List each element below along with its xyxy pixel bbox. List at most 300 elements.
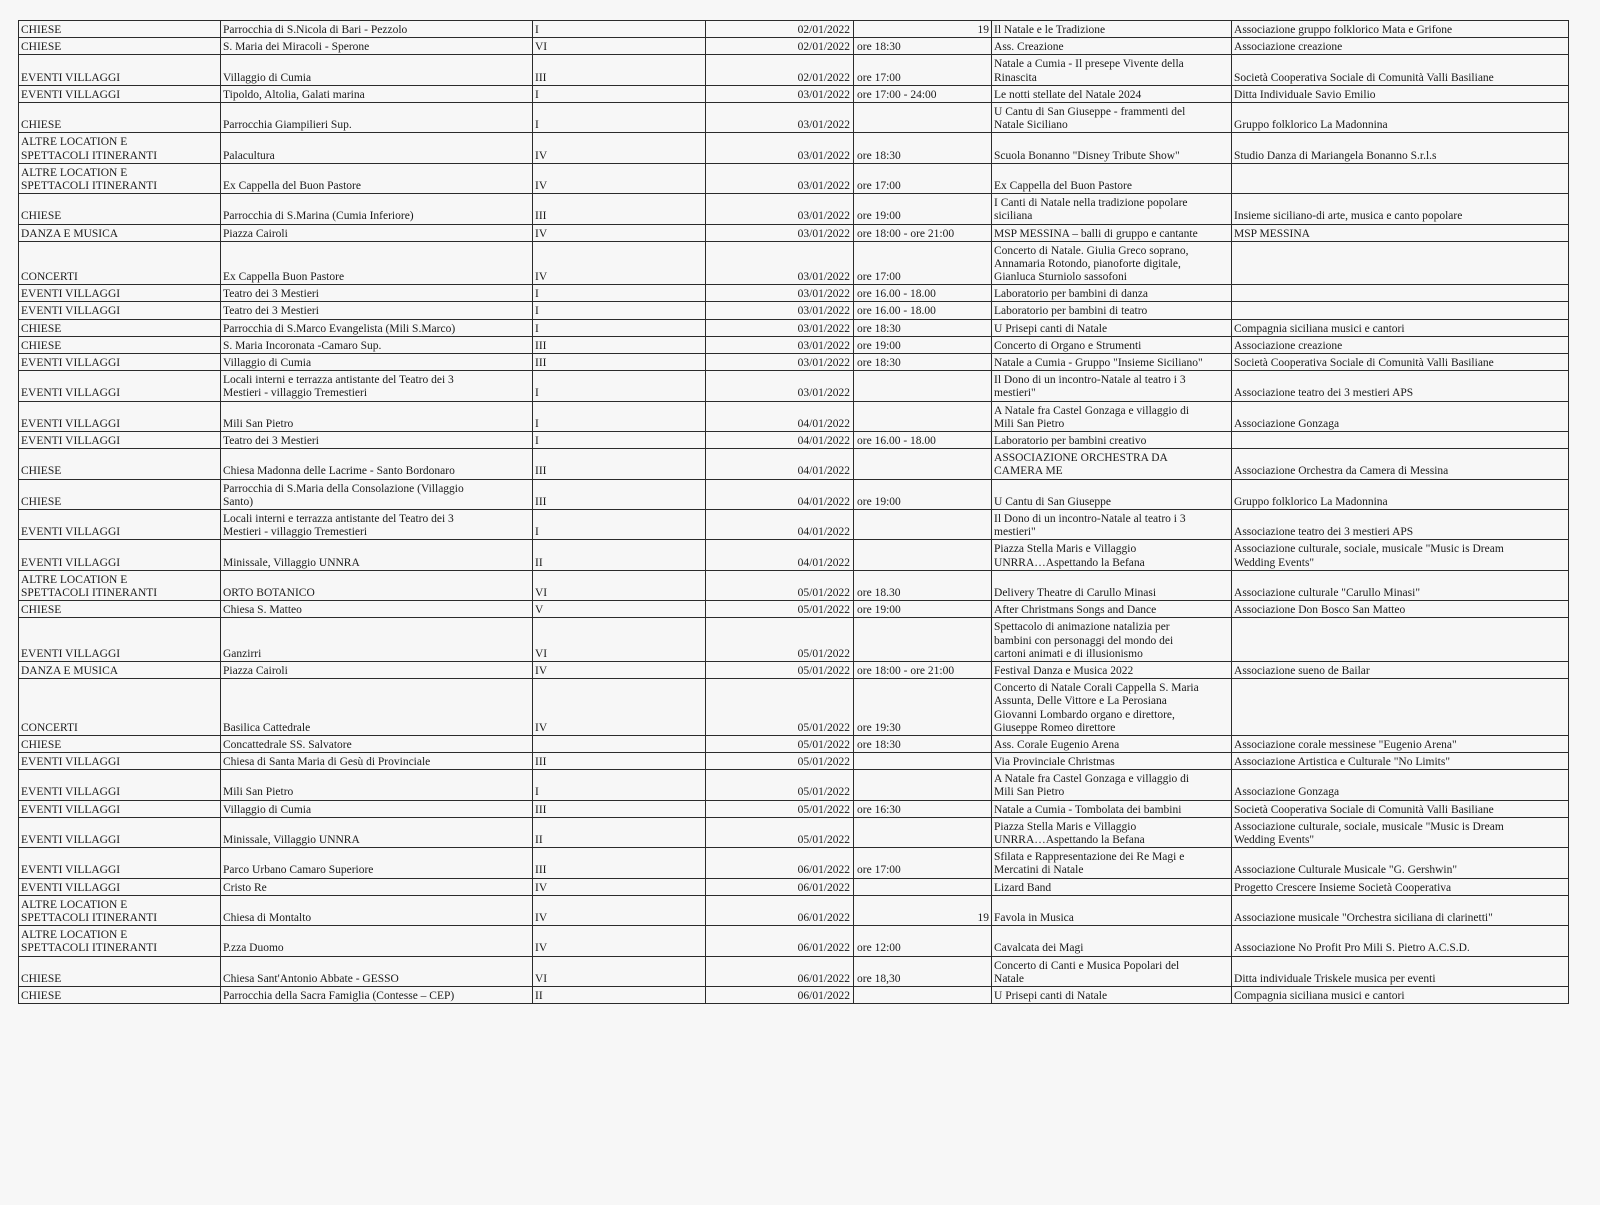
organizer-cell: Compagnia siciliana musici e cantori: [1232, 319, 1569, 336]
event-title-cell: Cavalcata dei Magi: [992, 926, 1232, 956]
district-cell: III: [533, 449, 706, 479]
location-cell: Chiesa Madonna delle Lacrime - Santo Bordonaro: [221, 449, 533, 479]
table-row: [19, 735, 1569, 752]
date-cell: 03/01/2022: [706, 85, 854, 102]
category-cell: CONCERTI: [19, 241, 221, 285]
table-row: [19, 55, 1569, 85]
district-cell: IV: [533, 224, 706, 241]
district-cell: II: [533, 817, 706, 847]
event-title-cell: Lizard Band: [992, 878, 1232, 895]
district-cell: I: [533, 432, 706, 449]
event-title-cell: Piazza Stella Maris e Villaggio UNRRA…Aspettando la Befana: [992, 817, 1232, 847]
organizer-cell: Associazione Culturale Musicale "G. Gershwin": [1232, 848, 1569, 878]
organizer-cell: Studio Danza di Mariangela Bonanno S.r.l.s: [1232, 133, 1569, 163]
date-cell: 06/01/2022: [706, 895, 854, 925]
event-title-cell: Il Dono di un incontro-Natale al teatro i 3 mestieri": [992, 371, 1232, 401]
date-cell: 03/01/2022: [706, 241, 854, 285]
organizer-cell: Insieme siciliano-di arte, musica e canto popolare: [1232, 194, 1569, 224]
organizer-cell: [1232, 618, 1569, 662]
time-cell: [854, 770, 992, 800]
date-cell: 04/01/2022: [706, 509, 854, 539]
event-title-cell: Ex Cappella del Buon Pastore: [992, 163, 1232, 193]
location-cell: Parco Urbano Camaro Superiore: [221, 848, 533, 878]
event-title-cell: Piazza Stella Maris e Villaggio UNRRA…Aspettando la Befana: [992, 540, 1232, 570]
event-title-cell: U Prisepi canti di Natale: [992, 987, 1232, 1004]
table-row: [19, 618, 1569, 662]
category-cell: EVENTI VILLAGGI: [19, 509, 221, 539]
event-title-cell: Favola in Musica: [992, 895, 1232, 925]
location-cell: Villaggio di Cumia: [221, 55, 533, 85]
date-cell: 02/01/2022: [706, 38, 854, 55]
date-cell: 04/01/2022: [706, 449, 854, 479]
time-cell: [854, 817, 992, 847]
table-row: [19, 336, 1569, 353]
event-title-cell: Laboratorio per bambini creativo: [992, 432, 1232, 449]
location-cell: ORTO BOTANICO: [221, 570, 533, 600]
event-title-cell: I Canti di Natale nella tradizione popolare siciliana: [992, 194, 1232, 224]
time-cell: ore 19:30: [854, 679, 992, 736]
event-title-cell: Ass. Creazione: [992, 38, 1232, 55]
location-cell: Piazza Cairoli: [221, 224, 533, 241]
category-cell: EVENTI VILLAGGI: [19, 800, 221, 817]
location-cell: Chiesa Sant'Antonio Abbate - GESSO: [221, 956, 533, 986]
time-cell: ore 17:00: [854, 55, 992, 85]
event-title-cell: Concerto di Organo e Strumenti: [992, 336, 1232, 353]
organizer-cell: MSP MESSINA: [1232, 224, 1569, 241]
date-cell: 04/01/2022: [706, 432, 854, 449]
time-cell: [854, 987, 992, 1004]
organizer-cell: Associazione Artistica e Culturale "No Limits": [1232, 753, 1569, 770]
table-row: [19, 878, 1569, 895]
date-cell: 02/01/2022: [706, 21, 854, 38]
date-cell: 03/01/2022: [706, 336, 854, 353]
table-row: [19, 817, 1569, 847]
district-cell: IV: [533, 661, 706, 678]
table-row: [19, 926, 1569, 956]
time-cell: ore 18:30: [854, 133, 992, 163]
organizer-cell: Associazione Gonzaga: [1232, 401, 1569, 431]
category-cell: CHIESE: [19, 601, 221, 618]
category-cell: CONCERTI: [19, 679, 221, 736]
event-title-cell: Delivery Theatre di Carullo Minasi: [992, 570, 1232, 600]
table-row: [19, 601, 1569, 618]
table-row: [19, 661, 1569, 678]
organizer-cell: Gruppo folklorico La Madonnina: [1232, 479, 1569, 509]
district-cell: I: [533, 102, 706, 132]
date-cell: 05/01/2022: [706, 735, 854, 752]
district-cell: IV: [533, 679, 706, 736]
time-cell: [854, 401, 992, 431]
district-cell: V: [533, 601, 706, 618]
category-cell: EVENTI VILLAGGI: [19, 401, 221, 431]
table-row: [19, 432, 1569, 449]
district-cell: III: [533, 194, 706, 224]
category-cell: ALTRE LOCATION E SPETTACOLI ITINERANTI: [19, 895, 221, 925]
category-cell: EVENTI VILLAGGI: [19, 85, 221, 102]
location-cell: Parrocchia di S.Maria della Consolazione (Villaggio Santo): [221, 479, 533, 509]
district-cell: III: [533, 848, 706, 878]
table-row: [19, 956, 1569, 986]
table-row: [19, 224, 1569, 241]
district-cell: I: [533, 371, 706, 401]
time-cell: ore 18:00 - ore 21:00: [854, 661, 992, 678]
event-title-cell: Natale a Cumia - Tombolata dei bambini: [992, 800, 1232, 817]
category-cell: CHIESE: [19, 21, 221, 38]
category-cell: DANZA E MUSICA: [19, 224, 221, 241]
time-cell: ore 17:00 - 24:00: [854, 85, 992, 102]
time-cell: ore 19:00: [854, 479, 992, 509]
table-row: [19, 401, 1569, 431]
time-cell: 19: [854, 21, 992, 38]
location-cell: Ex Cappella del Buon Pastore: [221, 163, 533, 193]
category-cell: CHIESE: [19, 449, 221, 479]
date-cell: 03/01/2022: [706, 163, 854, 193]
district-cell: VI: [533, 570, 706, 600]
organizer-cell: Associazione gruppo folklorico Mata e Grifone: [1232, 21, 1569, 38]
events-table: [18, 20, 1569, 1004]
location-cell: Locali interni e terrazza antistante del Teatro dei 3 Mestieri - villaggio Tremestieri: [221, 509, 533, 539]
event-title-cell: Natale a Cumia - Gruppo "Insieme Siciliano": [992, 354, 1232, 371]
category-cell: EVENTI VILLAGGI: [19, 285, 221, 302]
date-cell: 03/01/2022: [706, 224, 854, 241]
event-title-cell: A Natale fra Castel Gonzaga e villaggio di Mili San Pietro: [992, 401, 1232, 431]
location-cell: Teatro dei 3 Mestieri: [221, 432, 533, 449]
event-title-cell: Natale a Cumia - Il presepe Vivente della Rinascita: [992, 55, 1232, 85]
location-cell: Ganzirri: [221, 618, 533, 662]
event-title-cell: Il Natale e le Tradizione: [992, 21, 1232, 38]
district-cell: I: [533, 319, 706, 336]
category-cell: ALTRE LOCATION E SPETTACOLI ITINERANTI: [19, 926, 221, 956]
event-title-cell: Concerto di Natale. Giulia Greco soprano, Annamaria Rotondo, pianoforte digitale, Gianluca Sturniolo sassofoni: [992, 241, 1232, 285]
location-cell: S. Maria Incoronata -Camaro Sup.: [221, 336, 533, 353]
location-cell: Parrocchia di S.Marco Evangelista (Mili S.Marco): [221, 319, 533, 336]
location-cell: Parrocchia di S.Marina (Cumia Inferiore): [221, 194, 533, 224]
location-cell: Teatro dei 3 Mestieri: [221, 285, 533, 302]
category-cell: EVENTI VILLAGGI: [19, 878, 221, 895]
table-row: [19, 163, 1569, 193]
district-cell: VI: [533, 618, 706, 662]
time-cell: [854, 509, 992, 539]
district-cell: II: [533, 987, 706, 1004]
location-cell: Minissale, Villaggio UNNRA: [221, 817, 533, 847]
organizer-cell: Ditta individuale Triskele musica per eventi: [1232, 956, 1569, 986]
time-cell: ore 16:30: [854, 800, 992, 817]
location-cell: Parrocchia di S.Nicola di Bari - Pezzolo: [221, 21, 533, 38]
time-cell: ore 18.30: [854, 570, 992, 600]
event-title-cell: A Natale fra Castel Gonzaga e villaggio di Mili San Pietro: [992, 770, 1232, 800]
table-row: [19, 21, 1569, 38]
category-cell: EVENTI VILLAGGI: [19, 55, 221, 85]
table-row: [19, 371, 1569, 401]
district-cell: VI: [533, 956, 706, 986]
category-cell: CHIESE: [19, 336, 221, 353]
district-cell: III: [533, 753, 706, 770]
date-cell: 03/01/2022: [706, 102, 854, 132]
category-cell: CHIESE: [19, 479, 221, 509]
time-cell: [854, 753, 992, 770]
location-cell: Chiesa di Montalto: [221, 895, 533, 925]
organizer-cell: Associazione creazione: [1232, 38, 1569, 55]
organizer-cell: Gruppo folklorico La Madonnina: [1232, 102, 1569, 132]
location-cell: Ex Cappella Buon Pastore: [221, 241, 533, 285]
table-row: [19, 479, 1569, 509]
table-row: [19, 38, 1569, 55]
time-cell: ore 18:00 - ore 21:00: [854, 224, 992, 241]
district-cell: IV: [533, 163, 706, 193]
district-cell: III: [533, 354, 706, 371]
category-cell: EVENTI VILLAGGI: [19, 753, 221, 770]
event-title-cell: Festival Danza e Musica 2022: [992, 661, 1232, 678]
district-cell: IV: [533, 133, 706, 163]
event-title-cell: ASSOCIAZIONE ORCHESTRA DA CAMERA ME: [992, 449, 1232, 479]
time-cell: [854, 102, 992, 132]
category-cell: EVENTI VILLAGGI: [19, 371, 221, 401]
district-cell: I: [533, 85, 706, 102]
location-cell: Teatro dei 3 Mestieri: [221, 302, 533, 319]
date-cell: 05/01/2022: [706, 601, 854, 618]
time-cell: [854, 618, 992, 662]
time-cell: ore 18:30: [854, 735, 992, 752]
organizer-cell: [1232, 285, 1569, 302]
time-cell: ore 16.00 - 18.00: [854, 285, 992, 302]
district-cell: III: [533, 479, 706, 509]
location-cell: S. Maria dei Miracoli - Sperone: [221, 38, 533, 55]
district-cell: IV: [533, 241, 706, 285]
table-row: [19, 285, 1569, 302]
events-sheet: [18, 20, 1568, 1004]
district-cell: I: [533, 770, 706, 800]
district-cell: IV: [533, 926, 706, 956]
category-cell: CHIESE: [19, 735, 221, 752]
date-cell: 03/01/2022: [706, 285, 854, 302]
date-cell: 04/01/2022: [706, 540, 854, 570]
organizer-cell: [1232, 302, 1569, 319]
event-title-cell: Via Provinciale Christmas: [992, 753, 1232, 770]
district-cell: VI: [533, 38, 706, 55]
date-cell: 06/01/2022: [706, 878, 854, 895]
organizer-cell: Associazione musicale "Orchestra siciliana di clarinetti": [1232, 895, 1569, 925]
category-cell: CHIESE: [19, 319, 221, 336]
category-cell: ALTRE LOCATION E SPETTACOLI ITINERANTI: [19, 570, 221, 600]
table-row: [19, 102, 1569, 132]
table-row: [19, 987, 1569, 1004]
organizer-cell: Associazione creazione: [1232, 336, 1569, 353]
event-title-cell: U Cantu di San Giuseppe - frammenti del Natale Siciliano: [992, 102, 1232, 132]
time-cell: [854, 878, 992, 895]
location-cell: Chiesa di Santa Maria di Gesù di Provinciale: [221, 753, 533, 770]
district-cell: [533, 735, 706, 752]
event-title-cell: Ass. Corale Eugenio Arena: [992, 735, 1232, 752]
date-cell: 05/01/2022: [706, 618, 854, 662]
district-cell: I: [533, 401, 706, 431]
category-cell: CHIESE: [19, 956, 221, 986]
district-cell: IV: [533, 878, 706, 895]
date-cell: 05/01/2022: [706, 753, 854, 770]
location-cell: Villaggio di Cumia: [221, 800, 533, 817]
time-cell: ore 17:00: [854, 241, 992, 285]
table-row: [19, 800, 1569, 817]
date-cell: 03/01/2022: [706, 319, 854, 336]
date-cell: 06/01/2022: [706, 987, 854, 1004]
event-title-cell: Spettacolo di animazione natalizia per bambini con personaggi del mondo dei cartoni animati e di illusionismo: [992, 618, 1232, 662]
table-row: [19, 570, 1569, 600]
organizer-cell: Associazione No Profit Pro Mili S. Pietro A.C.S.D.: [1232, 926, 1569, 956]
district-cell: I: [533, 21, 706, 38]
time-cell: [854, 371, 992, 401]
category-cell: EVENTI VILLAGGI: [19, 618, 221, 662]
organizer-cell: Società Cooperativa Sociale di Comunità Valli Basiliane: [1232, 55, 1569, 85]
category-cell: CHIESE: [19, 102, 221, 132]
event-title-cell: After Christmans Songs and Dance: [992, 601, 1232, 618]
date-cell: 05/01/2022: [706, 800, 854, 817]
district-cell: III: [533, 800, 706, 817]
date-cell: 03/01/2022: [706, 302, 854, 319]
time-cell: ore 17:00: [854, 163, 992, 193]
table-row: [19, 133, 1569, 163]
organizer-cell: Associazione Gonzaga: [1232, 770, 1569, 800]
organizer-cell: Associazione culturale, sociale, musicale "Music is Dream Wedding Events": [1232, 817, 1569, 847]
category-cell: EVENTI VILLAGGI: [19, 354, 221, 371]
location-cell: P.zza Duomo: [221, 926, 533, 956]
table-row: [19, 194, 1569, 224]
district-cell: III: [533, 336, 706, 353]
date-cell: 05/01/2022: [706, 679, 854, 736]
category-cell: DANZA E MUSICA: [19, 661, 221, 678]
event-title-cell: Concerto di Canti e Musica Popolari del Natale: [992, 956, 1232, 986]
organizer-cell: [1232, 679, 1569, 736]
table-row: [19, 302, 1569, 319]
category-cell: EVENTI VILLAGGI: [19, 770, 221, 800]
organizer-cell: [1232, 163, 1569, 193]
time-cell: ore 16.00 - 18.00: [854, 432, 992, 449]
date-cell: 04/01/2022: [706, 479, 854, 509]
location-cell: Parrocchia Giampilieri Sup.: [221, 102, 533, 132]
table-row: [19, 449, 1569, 479]
event-title-cell: Laboratorio per bambini di teatro: [992, 302, 1232, 319]
event-title-cell: U Prisepi canti di Natale: [992, 319, 1232, 336]
organizer-cell: Società Cooperativa Sociale di Comunità Valli Basiliane: [1232, 354, 1569, 371]
district-cell: III: [533, 55, 706, 85]
organizer-cell: Associazione sueno de Bailar: [1232, 661, 1569, 678]
location-cell: Tipoldo, Altolia, Galati marina: [221, 85, 533, 102]
table-row: [19, 848, 1569, 878]
date-cell: 05/01/2022: [706, 570, 854, 600]
time-cell: ore 19:00: [854, 194, 992, 224]
organizer-cell: Compagnia siciliana musici e cantori: [1232, 987, 1569, 1004]
date-cell: 05/01/2022: [706, 770, 854, 800]
table-row: [19, 354, 1569, 371]
date-cell: 04/01/2022: [706, 401, 854, 431]
time-cell: ore 18:30: [854, 319, 992, 336]
location-cell: Chiesa S. Matteo: [221, 601, 533, 618]
event-title-cell: Laboratorio per bambini di danza: [992, 285, 1232, 302]
event-title-cell: Concerto di Natale Corali Cappella S. Maria Assunta, Delle Vittore e La Perosiana Giovanni Lombardo organo e direttore, Giuseppe Romeo direttore: [992, 679, 1232, 736]
event-title-cell: Scuola Bonanno "Disney Tribute Show": [992, 133, 1232, 163]
location-cell: Basilica Cattedrale: [221, 679, 533, 736]
time-cell: [854, 449, 992, 479]
time-cell: [854, 540, 992, 570]
organizer-cell: Società Cooperativa Sociale di Comunità Valli Basiliane: [1232, 800, 1569, 817]
location-cell: Mili San Pietro: [221, 401, 533, 431]
date-cell: 05/01/2022: [706, 661, 854, 678]
organizer-cell: Associazione teatro dei 3 mestieri APS: [1232, 509, 1569, 539]
location-cell: Locali interni e terrazza antistante del Teatro dei 3 Mestieri - villaggio Tremestieri: [221, 371, 533, 401]
category-cell: EVENTI VILLAGGI: [19, 817, 221, 847]
table-row: [19, 319, 1569, 336]
table-row: [19, 753, 1569, 770]
date-cell: 03/01/2022: [706, 194, 854, 224]
table-row: [19, 679, 1569, 736]
table-row: [19, 509, 1569, 539]
date-cell: 02/01/2022: [706, 55, 854, 85]
location-cell: Villaggio di Cumia: [221, 354, 533, 371]
district-cell: IV: [533, 895, 706, 925]
event-title-cell: Le notti stellate del Natale 2024: [992, 85, 1232, 102]
category-cell: EVENTI VILLAGGI: [19, 848, 221, 878]
category-cell: CHIESE: [19, 987, 221, 1004]
table-row: [19, 895, 1569, 925]
category-cell: CHIESE: [19, 38, 221, 55]
organizer-cell: Associazione corale messinese "Eugenio Arena": [1232, 735, 1569, 752]
time-cell: ore 19:00: [854, 336, 992, 353]
category-cell: ALTRE LOCATION E SPETTACOLI ITINERANTI: [19, 163, 221, 193]
organizer-cell: Associazione teatro dei 3 mestieri APS: [1232, 371, 1569, 401]
organizer-cell: Associazione culturale "Carullo Minasi": [1232, 570, 1569, 600]
time-cell: ore 17:00: [854, 848, 992, 878]
category-cell: EVENTI VILLAGGI: [19, 432, 221, 449]
category-cell: EVENTI VILLAGGI: [19, 540, 221, 570]
event-title-cell: MSP MESSINA – balli di gruppo e cantante: [992, 224, 1232, 241]
date-cell: 06/01/2022: [706, 926, 854, 956]
table-row: [19, 770, 1569, 800]
district-cell: II: [533, 540, 706, 570]
table-row: [19, 540, 1569, 570]
table-row: [19, 85, 1569, 102]
location-cell: Palacultura: [221, 133, 533, 163]
time-cell: ore 18,30: [854, 956, 992, 986]
date-cell: 03/01/2022: [706, 371, 854, 401]
events-table-body: [19, 21, 1569, 1004]
date-cell: 06/01/2022: [706, 956, 854, 986]
organizer-cell: [1232, 241, 1569, 285]
time-cell: ore 18:30: [854, 38, 992, 55]
time-cell: ore 16.00 - 18.00: [854, 302, 992, 319]
date-cell: 03/01/2022: [706, 133, 854, 163]
location-cell: Cristo Re: [221, 878, 533, 895]
date-cell: 06/01/2022: [706, 848, 854, 878]
location-cell: Parrocchia della Sacra Famiglia (Contesse – CEP): [221, 987, 533, 1004]
district-cell: I: [533, 285, 706, 302]
category-cell: EVENTI VILLAGGI: [19, 302, 221, 319]
date-cell: 03/01/2022: [706, 354, 854, 371]
event-title-cell: U Cantu di San Giuseppe: [992, 479, 1232, 509]
organizer-cell: Associazione Orchestra da Camera di Messina: [1232, 449, 1569, 479]
event-title-cell: Il Dono di un incontro-Natale al teatro i 3 mestieri": [992, 509, 1232, 539]
location-cell: Minissale, Villaggio UNNRA: [221, 540, 533, 570]
organizer-cell: Associazione culturale, sociale, musicale "Music is Dream Wedding Events": [1232, 540, 1569, 570]
location-cell: Piazza Cairoli: [221, 661, 533, 678]
location-cell: Concattedrale SS. Salvatore: [221, 735, 533, 752]
time-cell: ore 18:30: [854, 354, 992, 371]
time-cell: 19: [854, 895, 992, 925]
time-cell: ore 19:00: [854, 601, 992, 618]
organizer-cell: Ditta Individuale Savio Emilio: [1232, 85, 1569, 102]
organizer-cell: Progetto Crescere Insieme Società Cooperativa: [1232, 878, 1569, 895]
category-cell: CHIESE: [19, 194, 221, 224]
district-cell: I: [533, 302, 706, 319]
date-cell: 05/01/2022: [706, 817, 854, 847]
location-cell: Mili San Pietro: [221, 770, 533, 800]
